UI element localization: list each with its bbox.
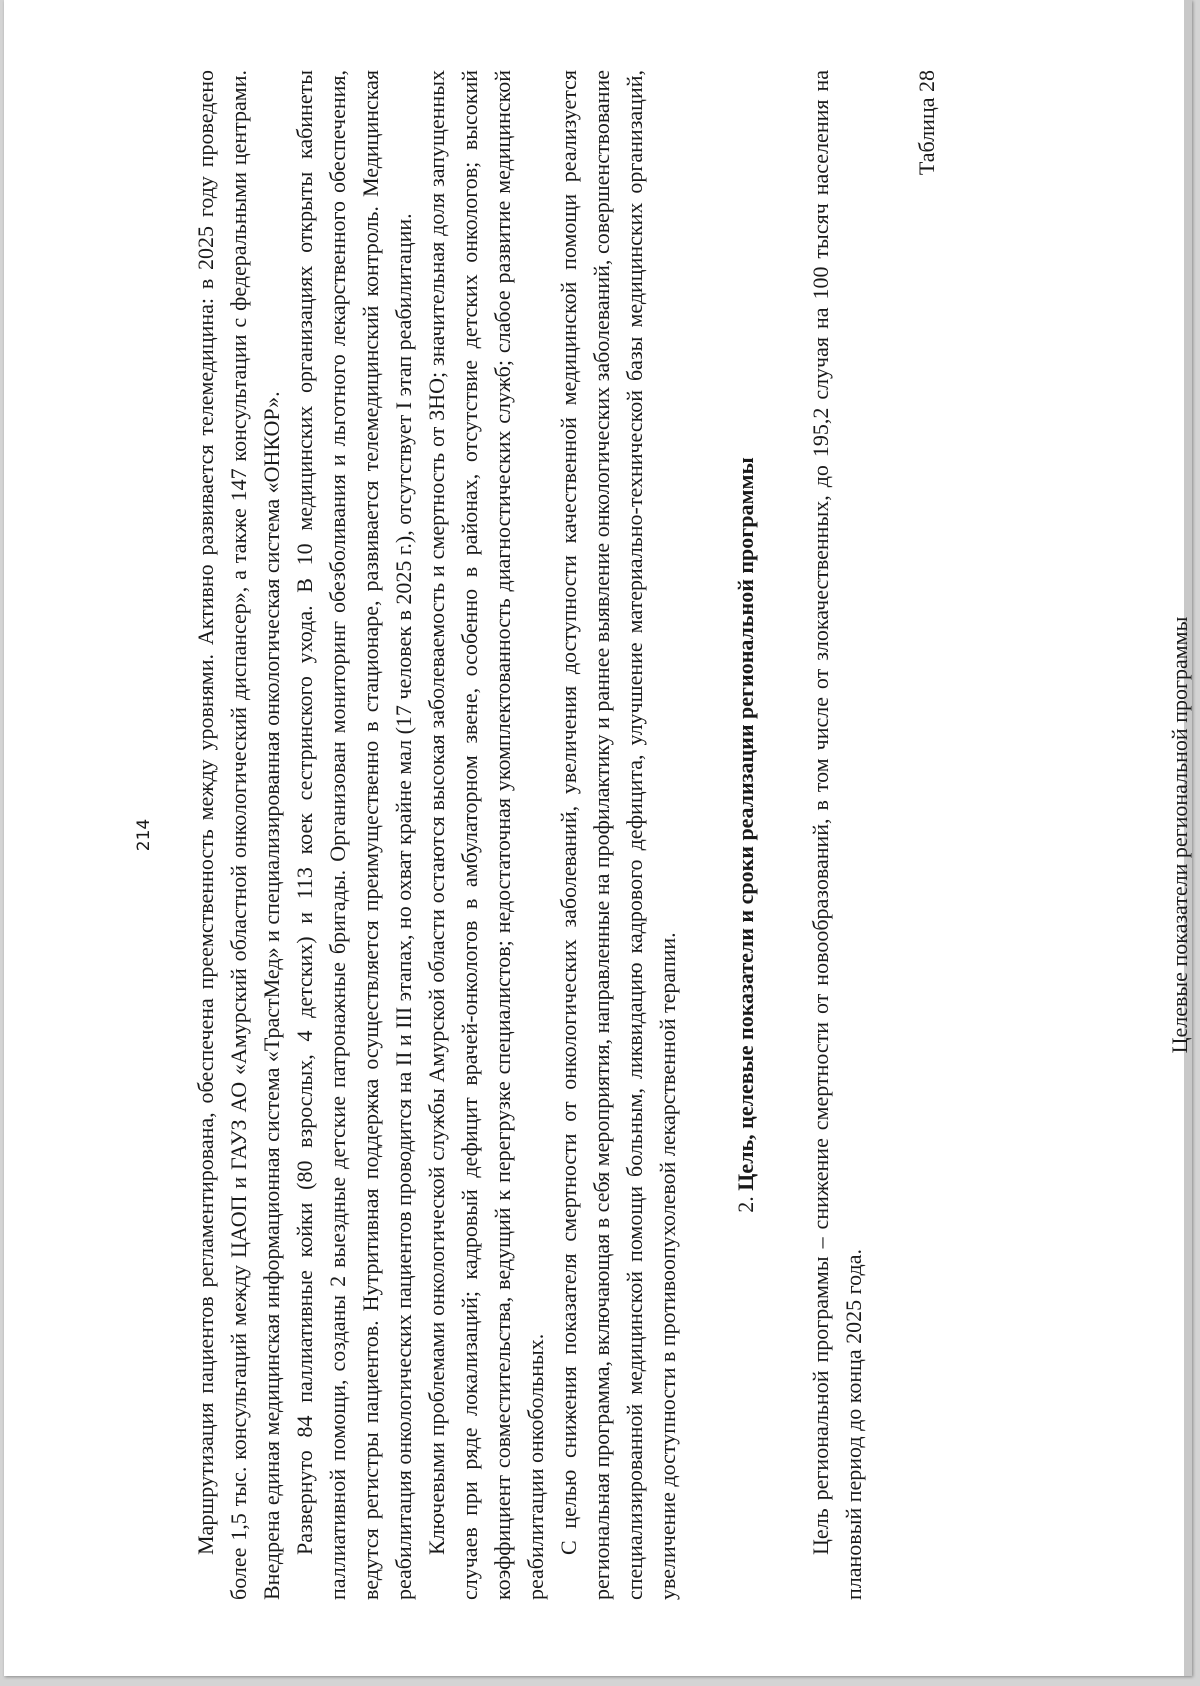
page-number: 214 [134,818,154,852]
section-heading [729,70,762,1600]
table-caption: Таблица 28 [914,70,939,176]
body-text [189,70,1192,1600]
paragraph-goal: Цель региональной программы – снижение смертности от новообразований, в том числе от злокачественных, до 195,2 случая на 100 тысяч населения на плановый период до конца 2025 года. [808,70,866,1600]
table-title: Целевые показатели региональной программы [1167,616,1192,1054]
section-number: 2. [733,1196,758,1213]
paragraph-problems: Ключевыми проблемами онкологической службы Амурской области остаются высокая заболеваемость и смертность от ЗНО; значительная доля запущенных случаев при ряде локализаций; кадровый дефицит врачей-онкологов в амбулаторном звене, особенно в районах, отсутствие детских онкологов; высокий коэффициент совместительства, ведущий к перегрузке специалистов; недостаточная укомплектованность диагностических служб; слабое развитие медицинской реабилитации онкобольных. [424,70,548,1600]
section-title: Цель, целевые показатели и сроки реализации региональной программы [733,457,758,1191]
paragraph-program-goal-intro: С целью снижения показателя смертности от онкологических заболеваний, увеличения доступности качественной медицинской помощи реализуется региональная программа, включающая в себя мероприятия, направленные на профилактику и раннее выявление онкологических заболеваний, совершенствование специализированной медицинской помощи больным, ликвидацию кадрового дефицита, улучшение материально-технической базы медицинских организаций, увеличение доступности в противоопухолевой лекарственной терапии. [556,70,680,1600]
paragraph-palliative: Развернуто 84 паллиативные койки (80 взрослых, 4 детских) и 113 коек сестринского ухода. В 10 медицинских организациях открыты кабинеты паллиативной помощи, созданы 2 выездные детские патронажные бригады. Организован мониторинг обезболивания и льготного лекарственного обеспечения, ведутся регистры пациентов. Нутритивная поддержка осуществляется преимущественно в стационаре, развивается телемедицинский контроль. Медицинская реабилитация онкологических пациентов проводится на II и III этапах, но охват крайне мал (17 человек в 2025 г.), отсутствует I этап реабилитации. [292,70,416,1600]
document-page [4,0,1192,1676]
rotated-page-content [134,70,1192,1600]
paragraph-routing: Маршрутизация пациентов регламентирована, обеспечена преемственность между уровнями. Активно развивается телемедицина: в 2025 году проведено более 1,5 тыс. консультаций между ЦАОП и ГАУЗ АО «Амурский областной онкологический диспансер», а также 147 консультации с федеральными центрами. Внедрена единая медицинская информационная система «ТрастМед» и специализированная онкологическая система «ОНКОР». [193,70,284,1600]
